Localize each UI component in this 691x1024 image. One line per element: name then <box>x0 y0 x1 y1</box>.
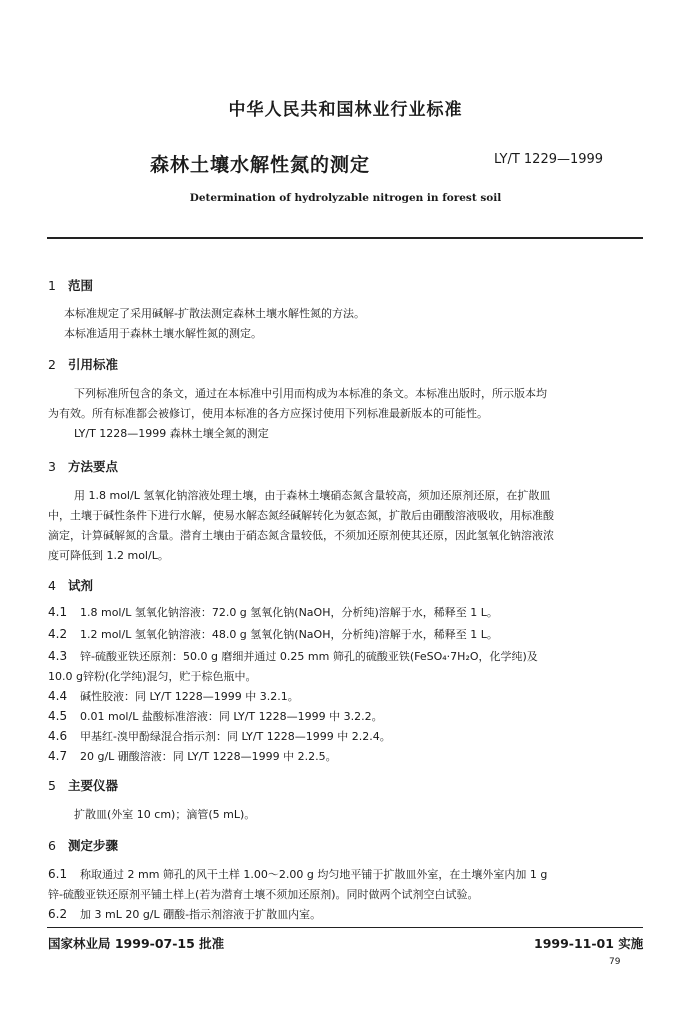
reagent-item <box>48 648 538 664</box>
approval-date: 国家林业局 1999-07-15 批准 <box>48 936 225 951</box>
header-divider <box>47 237 643 239</box>
section-number: 3 <box>48 459 56 474</box>
item-text: 碱性胶液：同 LY/T 1228—1999 中 3.2.1。 <box>80 690 299 703</box>
item-text: 1.8 mol/L 氢氧化钠溶液：72.0 g 氢氧化钠(NaOH，分析纯)溶解于水，稀释至 1 L。 <box>80 606 498 619</box>
item-number: 4.2 <box>48 627 68 641</box>
section-number: 5 <box>48 778 56 793</box>
document-title: 森林土壤水解性氮的测定 <box>150 154 371 176</box>
section-number: 2 <box>48 357 56 372</box>
reagent-item <box>48 626 498 642</box>
section-number: 6 <box>48 838 56 853</box>
section-1-heading <box>48 276 93 294</box>
step-text: 加 3 mL 20 g/L 硼酸-指示剂溶液于扩散皿内室。 <box>80 908 322 921</box>
reagent-item <box>48 604 498 620</box>
implementation-date: 1999-11-01 实施 <box>534 936 644 951</box>
paragraph: 本标准规定了采用碱解-扩散法测定森林土壤水解性氮的方法。 <box>64 307 365 320</box>
english-title: Determination of hydrolyzable nitrogen in forest soil <box>189 192 502 204</box>
section-3-heading <box>48 457 118 475</box>
step-number: 6.1 <box>48 867 68 881</box>
paragraph: 本标准适用于森林土壤水解性氮的测定。 <box>64 327 262 340</box>
item-number: 4.7 <box>48 749 68 763</box>
item-text: 1.2 mol/L 氢氧化钠溶液：48.0 g 氢氧化钠(NaOH，分析纯)溶解于水，稀释至 1 L。 <box>80 628 498 641</box>
section-2-heading <box>48 355 118 373</box>
step-text: 称取通过 2 mm 筛孔的风干土样 1.00～2.00 g 均匀地平铺于扩散皿外室，在土壤外室内加 1 g <box>80 868 548 881</box>
reagent-item-continuation: 10.0 g锌粉(化学纯)混匀，贮于棕色瓶中。 <box>48 670 257 683</box>
reagent-item <box>48 688 299 704</box>
reagent-item <box>48 708 383 724</box>
item-text: 锌-硫酸亚铁还原剂：50.0 g 磨细并通过 0.25 mm 筛孔的硫酸亚铁(FeSO₄·7H₂O，化学纯)及 <box>80 650 538 663</box>
section-title: 主要仪器 <box>68 778 119 793</box>
section-title: 范围 <box>68 278 94 293</box>
item-text: 甲基红-溴甲酚绿混合指示剂：同 LY/T 1228—1999 中 2.2.4。 <box>80 730 391 743</box>
procedure-step-continuation: 锌-硫酸亚铁还原剂平铺土样上(若为潜育土壤不须加还原剂)。同时做两个试剂空白试验。 <box>48 888 479 901</box>
paragraph-line: 滴定，计算碱解氮的含量。潜育土壤由于硝态氮含量较低，不须加还原剂使其还原，因此氢氧化钠溶液浓 <box>48 529 554 542</box>
item-number: 4.5 <box>48 709 68 723</box>
reagent-item <box>48 748 337 764</box>
item-number: 4.4 <box>48 689 68 703</box>
item-number: 4.6 <box>48 729 68 743</box>
item-number: 4.1 <box>48 605 68 619</box>
section-4-heading <box>48 576 93 594</box>
paragraph-line: 下列标准所包含的条文，通过在本标准中引用而构成为本标准的条文。本标准出版时，所示版本均 <box>74 387 547 400</box>
section-number: 1 <box>48 278 56 293</box>
footer-divider <box>47 927 643 928</box>
item-number: 4.3 <box>48 649 68 663</box>
step-number: 6.2 <box>48 907 68 921</box>
section-title: 试剂 <box>68 578 94 593</box>
section-title: 测定步骤 <box>68 838 119 853</box>
procedure-step <box>48 906 321 922</box>
procedure-step <box>48 866 547 882</box>
item-text: 20 g/L 硼酸溶液：同 LY/T 1228—1999 中 2.2.5。 <box>80 750 337 763</box>
standard-number: LY/T 1229—1999 <box>494 152 604 167</box>
section-title: 引用标准 <box>68 357 119 372</box>
section-6-heading <box>48 836 118 854</box>
paragraph-line: 度可降低到 1.2 mol/L。 <box>48 549 169 562</box>
section-title: 方法要点 <box>68 459 119 474</box>
referenced-standard: LY/T 1228—1999 森林土壤全氮的测定 <box>74 427 269 440</box>
page-number: 79 <box>609 957 621 967</box>
paragraph-line: 为有效。所有标准都会被修订，使用本标准的各方应探讨使用下列标准最新版本的可能性。 <box>48 407 488 420</box>
section-number: 4 <box>48 578 56 593</box>
standard-org-header: 中华人民共和国林业行业标准 <box>228 100 463 120</box>
paragraph-line: 用 1.8 mol/L 氢氧化钠溶液处理土壤，由于森林土壤硝态氮含量较高，须加还原剂还原，在扩散皿 <box>74 489 551 502</box>
reagent-item <box>48 728 391 744</box>
section-5-heading <box>48 776 118 794</box>
item-text: 0.01 mol/L 盐酸标准溶液：同 LY/T 1228—1999 中 3.2.2。 <box>80 710 383 723</box>
paragraph: 扩散皿(外室 10 cm)；滴管(5 mL)。 <box>74 808 256 821</box>
paragraph-line: 中，土壤于碱性条件下进行水解，使易水解态氮经碱解转化为氨态氮，扩散后由硼酸溶液吸收，用标准酸 <box>48 509 554 522</box>
